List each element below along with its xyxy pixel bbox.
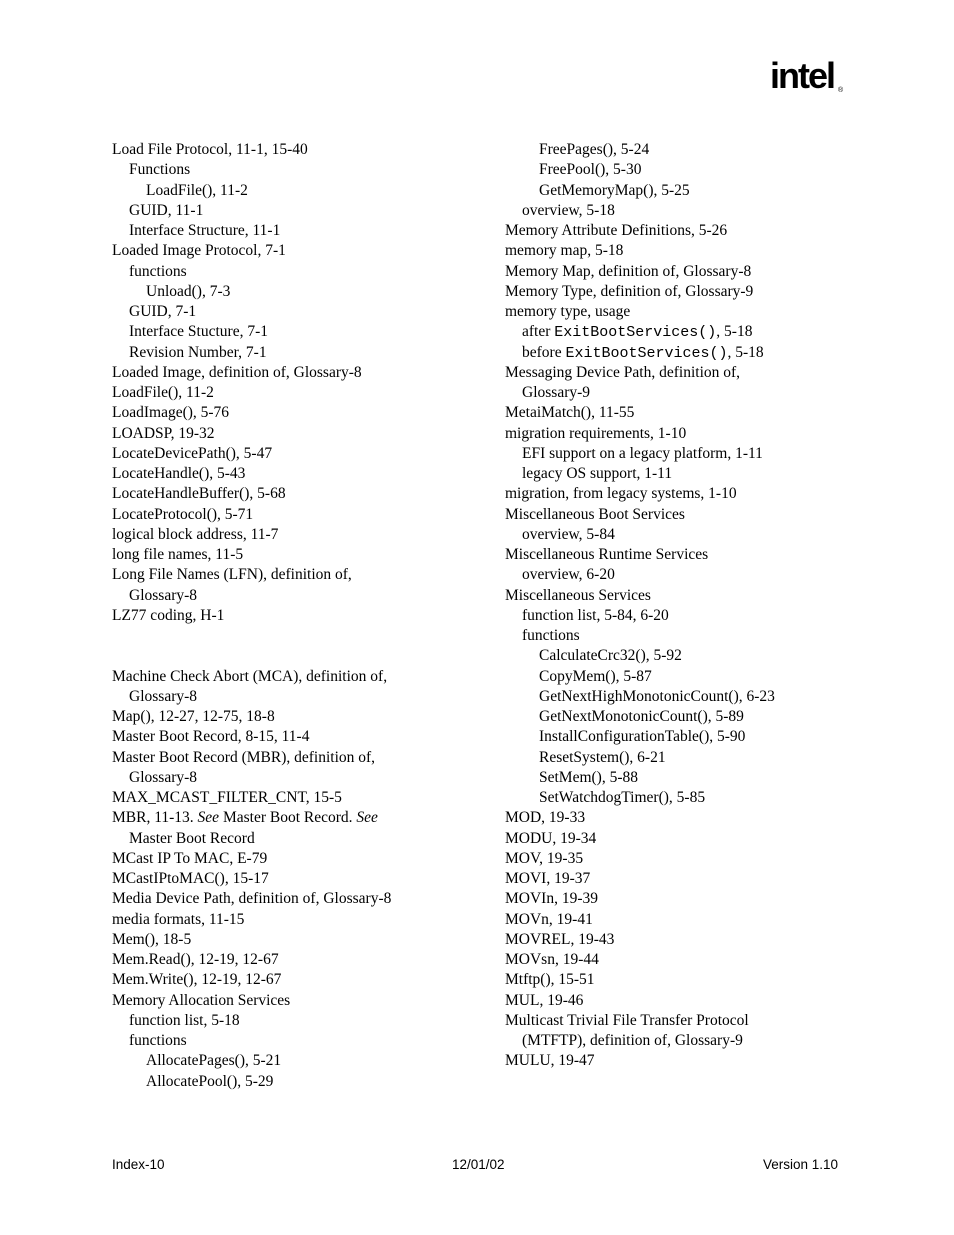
index-entry: Memory Attribute Definitions, 5-26	[505, 222, 728, 239]
index-entry: Machine Check Abort (MCA), definition of,	[112, 667, 388, 685]
index-entry: Load File Protocol, 11-1, 15-40	[112, 141, 308, 158]
index-entry: memory map, 5-18	[505, 242, 624, 260]
index-entry: FreePool(), 5-30	[539, 161, 642, 179]
index-entry: migration requirements, 1-10	[505, 424, 687, 442]
intel-logo	[770, 56, 850, 106]
index-entry: LocateDevicePath(), 5-47	[112, 444, 273, 462]
index-entry: MOVsn, 19-44	[505, 951, 599, 968]
index-entry: Memory Map, definition of, Glossary-8	[505, 262, 752, 280]
index-entry: Revision Number, 7-1	[129, 343, 267, 361]
index-entry: LocateProtocol(), 5-71	[112, 505, 254, 523]
index-entry: Media Device Path, definition of, Glossary-8	[112, 890, 392, 908]
index-entry: GetMemoryMap(), 5-25	[539, 181, 690, 199]
index-entry: memory type, usage	[505, 303, 631, 320]
index-entry-part: , 5-18	[716, 323, 753, 341]
footer-date: 12/01/02	[452, 1157, 505, 1172]
index-entry: AllocatePages(), 5-21	[146, 1052, 282, 1070]
index-entry: CalculateCrc32(), 5-92	[539, 647, 682, 665]
index-entry-part: Master Boot Record.	[219, 809, 357, 827]
index-entry: GetNextHighMonotonicCount(), 6-23	[539, 687, 775, 705]
index-entry: Glossary-8	[129, 768, 198, 786]
index-entry: GUID, 11-1	[129, 201, 204, 219]
index-entry: MOVIn, 19-39	[505, 890, 598, 908]
index-entry: function list, 5-18	[129, 1011, 240, 1029]
index-entry: Loaded Image Protocol, 7-1	[112, 242, 286, 260]
index-entry: Master Boot Record, 8-15, 11-4	[112, 728, 310, 746]
index-entry-part: ExitBootServices()	[565, 344, 728, 362]
index-entry: Memory Allocation Services	[112, 991, 291, 1009]
index-entry: Unload(), 7-3	[146, 282, 231, 300]
index-entry: MAX_MCAST_FILTER_CNT, 15-5	[112, 789, 342, 806]
index-entry: Mtftp(), 15-51	[505, 971, 595, 989]
index-entry: LoadFile(), 11-2	[146, 181, 248, 199]
index-entry: Mem(), 18-5	[112, 930, 192, 948]
index-entry: Master Boot Record	[129, 829, 255, 847]
index-entry: MCastIPtoMAC(), 15-17	[112, 870, 269, 887]
index-entry: MOVn, 19-41	[505, 910, 593, 928]
index-entry: Glossary-8	[129, 687, 198, 705]
index-entry-part: , 5-18	[727, 343, 764, 361]
index-entry: media formats, 11-15	[112, 910, 245, 928]
index-entry: AllocatePool(), 5-29	[146, 1072, 274, 1090]
index-entry-part: after	[522, 323, 555, 341]
index-entry: legacy OS support, 1-11	[522, 465, 673, 482]
index-entry: overview, 5-84	[522, 525, 615, 543]
index-entry: MOD, 19-33	[505, 809, 586, 827]
index-entry: Messaging Device Path, definition of,	[505, 363, 741, 381]
index-entry: Mem.Write(), 12-19, 12-67	[112, 971, 282, 989]
index-entry: functions	[129, 1032, 187, 1049]
index-entry: InstallConfigurationTable(), 5-90	[539, 728, 746, 746]
index-entry: Miscellaneous Boot Services	[505, 505, 685, 523]
index-entry: MOVREL, 19-43	[505, 930, 615, 948]
index-entry: Mem.Read(), 12-19, 12-67	[112, 951, 279, 968]
index-entry: function list, 5-84, 6-20	[522, 606, 669, 624]
index-entry: Miscellaneous Services	[505, 586, 651, 604]
index-entry: functions	[129, 262, 187, 280]
index-entry-part: ExitBootServices()	[554, 324, 717, 342]
index-entry: MOV, 19-35	[505, 849, 584, 867]
index-entry: long file names, 11-5	[112, 546, 244, 563]
index-entry: MCast IP To MAC, E-79	[112, 849, 268, 867]
intel-logo-text: intel	[770, 56, 835, 96]
footer-version: Version 1.10	[763, 1157, 839, 1172]
index-entry: SetMem(), 5-88	[539, 768, 639, 786]
index-entry: Loaded Image, definition of, Glossary-8	[112, 363, 362, 381]
index-entry-part: See	[197, 809, 220, 827]
index-entry: FreePages(), 5-24	[539, 141, 650, 158]
index-entry: (MTFTP), definition of, Glossary-9	[522, 1032, 743, 1049]
index-entry: Glossary-8	[129, 586, 198, 604]
index-column-left	[112, 140, 512, 1092]
intel-logo-graphic	[770, 56, 850, 106]
index-entry: Master Boot Record (MBR), definition of,	[112, 748, 376, 766]
index-entry: LoadFile(), 11-2	[112, 384, 214, 401]
index-entry: Functions	[129, 161, 191, 179]
index-entry: overview, 6-20	[522, 566, 615, 584]
index-entry	[112, 808, 512, 828]
index-entry: migration, from legacy systems, 1-10	[505, 485, 737, 503]
index-entry: logical block address, 11-7	[112, 525, 279, 543]
index-entry: GUID, 7-1	[129, 303, 197, 320]
index-column-right	[505, 140, 905, 1072]
index-entry: MOVI, 19-37	[505, 870, 591, 887]
index-entry: SetWatchdogTimer(), 5-85	[539, 789, 706, 806]
index-entry: Miscellaneous Runtime Services	[505, 546, 709, 563]
index-entry: LOADSP, 19-32	[112, 424, 215, 442]
index-entry: Memory Type, definition of, Glossary-9	[505, 282, 754, 300]
index-entry: Interface Stucture, 7-1	[129, 323, 269, 341]
index-entry-part: before	[522, 343, 566, 361]
index-entry-part: MBR, 11-13.	[112, 809, 198, 827]
index-entry: EFI support on a legacy platform, 1-11	[522, 444, 763, 462]
index-entry: Long File Names (LFN), definition of,	[112, 566, 352, 584]
index-entry: Interface Structure, 11-1	[129, 222, 281, 239]
index-entry: GetNextMonotonicCount(), 5-89	[539, 708, 744, 725]
index-entry: MetaiMatch(), 11-55	[505, 404, 635, 422]
index-entry	[505, 343, 905, 363]
index-entry: LZ77 coding, H-1	[112, 606, 225, 624]
index-entry: functions	[522, 627, 580, 644]
intel-logo-mark: ®	[838, 87, 844, 94]
section-gap	[112, 626, 512, 646]
footer-page-number: Index-10	[112, 1157, 165, 1172]
index-entry: MUL, 19-46	[505, 991, 584, 1009]
index-entry	[505, 322, 905, 342]
index-entry: Glossary-9	[522, 384, 591, 401]
index-entry: Map(), 12-27, 12-75, 18-8	[112, 708, 275, 725]
index-entry: Multicast Trivial File Transfer Protocol	[505, 1011, 749, 1029]
index-entry: LocateHandleBuffer(), 5-68	[112, 485, 286, 503]
index-entry: LoadImage(), 5-76	[112, 404, 230, 422]
index-entry: ResetSystem(), 6-21	[539, 748, 666, 766]
index-entry-part: See	[356, 809, 378, 827]
index-entry: CopyMem(), 5-87	[539, 667, 652, 685]
index-entry: LocateHandle(), 5-43	[112, 465, 246, 482]
index-entry: MULU, 19-47	[505, 1052, 595, 1070]
index-entry: MODU, 19-34	[505, 829, 597, 847]
section-gap	[112, 646, 512, 666]
index-entry: overview, 5-18	[522, 201, 615, 219]
